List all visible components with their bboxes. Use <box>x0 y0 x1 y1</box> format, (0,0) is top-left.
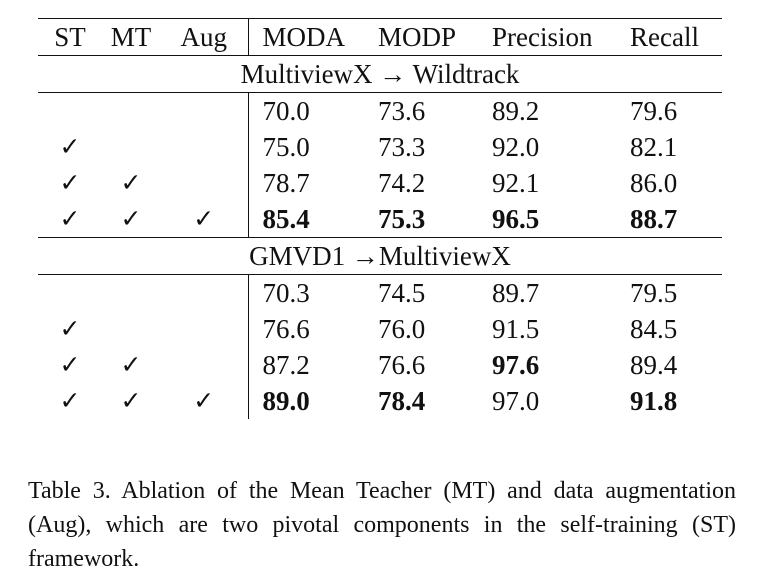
table-row <box>38 129 722 165</box>
moda-value: 89.0 <box>248 383 364 419</box>
st-check: ✓ <box>59 351 81 379</box>
modp-value: 78.4 <box>378 385 426 416</box>
aug-check <box>160 165 248 201</box>
mt-check <box>102 93 160 130</box>
precision-value: 97.6 <box>492 349 540 380</box>
aug-check <box>160 311 248 347</box>
ablation-table <box>38 18 722 419</box>
aug-check <box>160 347 248 383</box>
st-check: ✓ <box>59 205 81 233</box>
st-check <box>38 93 102 130</box>
table-caption: Table 3. Ablation of the Mean Teacher (MT) and data augmentation (Aug), which are two pivotal components in the self-training (ST) framework. <box>28 478 736 572</box>
recall-value: 79.6 <box>630 95 678 126</box>
aug-check: ✓ <box>193 387 215 415</box>
section-header-1 <box>38 56 722 93</box>
precision-value: 89.7 <box>492 277 540 308</box>
table-row <box>38 93 722 130</box>
recall-value: 86.0 <box>630 167 678 198</box>
aug-check <box>160 129 248 165</box>
table-row <box>38 275 722 312</box>
precision-value: 91.5 <box>492 313 540 344</box>
table-row <box>38 311 722 347</box>
precision-value: 97.0 <box>492 385 540 416</box>
table-row <box>38 165 722 201</box>
st-check: ✓ <box>59 315 81 343</box>
header-st: ST <box>54 21 86 52</box>
moda-value: 85.4 <box>248 201 364 238</box>
mt-check: ✓ <box>120 205 142 233</box>
precision-value: 92.1 <box>492 167 540 198</box>
precision-value: 89.2 <box>492 95 540 126</box>
modp-value: 73.3 <box>378 131 426 162</box>
modp-value: 76.6 <box>378 349 426 380</box>
header-precision: Precision <box>492 21 593 52</box>
moda-value: 76.6 <box>248 311 364 347</box>
header-aug: Aug <box>180 21 227 52</box>
header-mt: MT <box>110 21 152 52</box>
section-header-2 <box>38 238 722 275</box>
recall-value: 88.7 <box>630 203 678 234</box>
mt-check: ✓ <box>120 169 142 197</box>
recall-value: 84.5 <box>630 313 678 344</box>
st-check: ✓ <box>59 133 81 161</box>
aug-check <box>160 275 248 312</box>
section-title: MultiviewX → Wildtrack <box>38 56 722 93</box>
header-recall: Recall <box>630 21 699 52</box>
precision-value: 96.5 <box>492 203 540 234</box>
st-check <box>38 275 102 312</box>
precision-value: 92.0 <box>492 131 540 162</box>
modp-value: 74.5 <box>378 277 426 308</box>
st-check: ✓ <box>59 169 81 197</box>
st-check: ✓ <box>59 387 81 415</box>
moda-value: 87.2 <box>248 347 364 383</box>
recall-value: 89.4 <box>630 349 678 380</box>
aug-check <box>160 93 248 130</box>
header-moda: MODA <box>248 19 364 56</box>
moda-value: 78.7 <box>248 165 364 201</box>
modp-value: 73.6 <box>378 95 426 126</box>
moda-value: 70.3 <box>248 275 364 312</box>
recall-value: 82.1 <box>630 131 678 162</box>
modp-value: 74.2 <box>378 167 426 198</box>
header-row <box>38 19 722 56</box>
mt-check <box>102 129 160 165</box>
recall-value: 91.8 <box>630 385 678 416</box>
modp-value: 76.0 <box>378 313 426 344</box>
table-row <box>38 383 722 419</box>
moda-value: 75.0 <box>248 129 364 165</box>
mt-check <box>102 275 160 312</box>
mt-check: ✓ <box>120 387 142 415</box>
table-row <box>38 347 722 383</box>
moda-value: 70.0 <box>248 93 364 130</box>
recall-value: 79.5 <box>630 277 678 308</box>
ablation-table-container <box>38 18 722 419</box>
mt-check <box>102 311 160 347</box>
section-title: GMVD1 →MultiviewX <box>38 238 722 275</box>
table-row <box>38 201 722 238</box>
aug-check: ✓ <box>193 205 215 233</box>
modp-value: 75.3 <box>378 203 426 234</box>
mt-check: ✓ <box>120 351 142 379</box>
header-modp: MODP <box>378 21 457 52</box>
